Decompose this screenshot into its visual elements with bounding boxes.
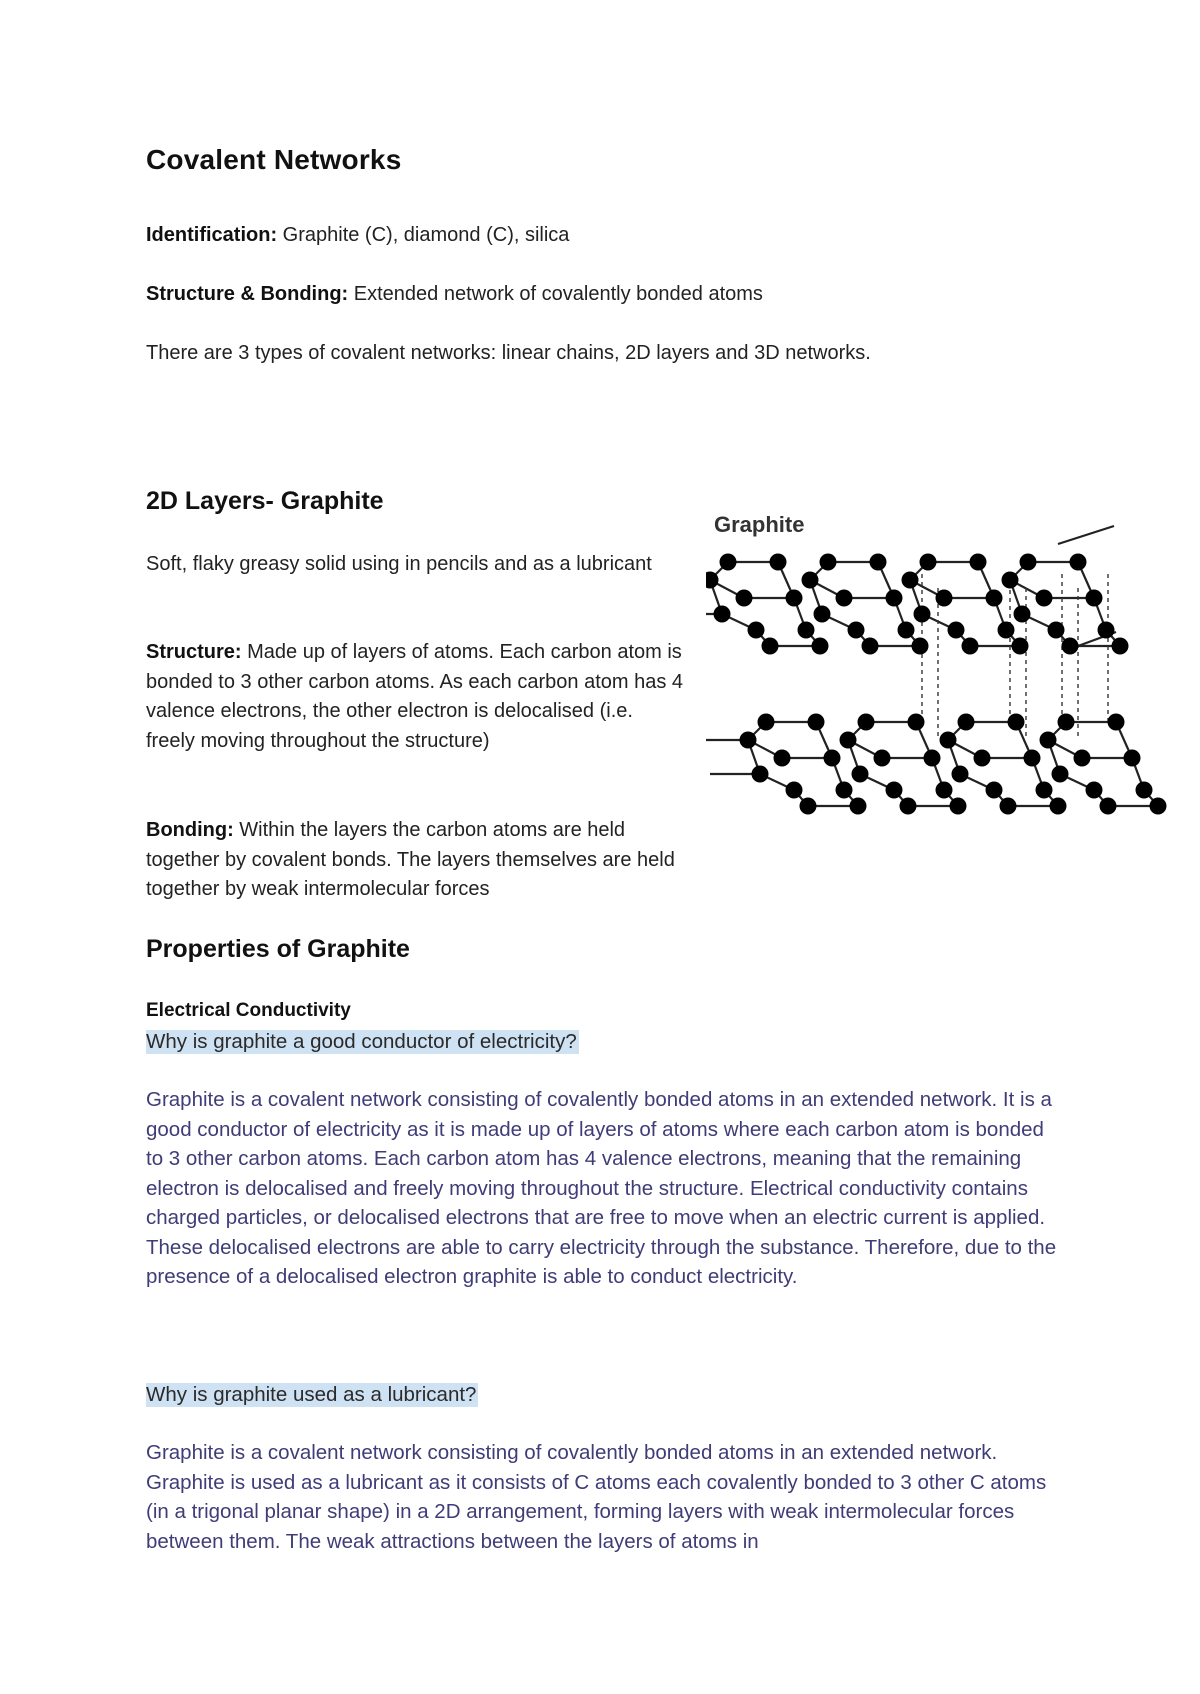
carbon-atom — [920, 554, 937, 571]
carbon-atom — [1000, 798, 1017, 815]
carbon-atom — [962, 638, 979, 655]
bonding-label: Bonding: — [146, 819, 234, 841]
carbon-atom — [874, 750, 891, 767]
carbon-atom — [1036, 590, 1053, 607]
carbon-atom — [1020, 554, 1037, 571]
carbon-atom — [1050, 798, 1067, 815]
carbon-atom — [958, 714, 975, 731]
section-heading-properties: Properties of Graphite — [146, 935, 410, 963]
carbon-atom — [902, 572, 919, 589]
types-sentence: There are 3 types of covalent networks: linear chains, 2D layers and 3D networks. — [146, 342, 871, 364]
answer-lubricant: Graphite is a covalent network consisting of covalently bonded atoms in an extended network. Graphite is used as a lubricant as it consists of C atoms each covalently bonded to 3 other C atoms (in a trigonal planar shape) in a 2D arrangement, forming layers with weak intermolecular forces between them. The weak attractions between the layers of atoms in — [146, 1441, 1047, 1553]
carbon-atom — [808, 714, 825, 731]
carbon-atom — [1086, 590, 1103, 607]
graphite-bonding-paragraph — [146, 816, 691, 905]
carbon-atom — [820, 554, 837, 571]
carbon-atom — [900, 798, 917, 815]
carbon-atom — [1074, 750, 1091, 767]
carbon-atom — [886, 782, 903, 799]
section-heading-2d-layers: 2D Layers- Graphite — [146, 487, 384, 515]
carbon-atom — [1014, 606, 1031, 623]
carbon-atom — [912, 638, 929, 655]
carbon-atom — [852, 766, 869, 783]
carbon-atom — [970, 554, 987, 571]
carbon-atom — [948, 622, 965, 639]
carbon-atom — [1002, 572, 1019, 589]
carbon-atom — [850, 798, 867, 815]
carbon-atom — [800, 798, 817, 815]
carbon-atom — [986, 590, 1003, 607]
carbon-atom — [898, 622, 915, 639]
carbon-atom — [914, 606, 931, 623]
page-title: Covalent Networks — [146, 144, 402, 175]
carbon-atom — [1024, 750, 1041, 767]
carbon-atom — [752, 766, 769, 783]
carbon-atom — [1098, 622, 1115, 639]
carbon-atom — [786, 590, 803, 607]
pointer-line — [1058, 526, 1114, 544]
carbon-atoms — [706, 554, 1167, 815]
carbon-atom — [952, 766, 969, 783]
carbon-atom — [1136, 782, 1153, 799]
carbon-atom — [812, 638, 829, 655]
carbon-atom — [1108, 714, 1125, 731]
graphite-structure-diagram — [706, 500, 1200, 836]
electrical-conductivity-heading: Electrical Conductivity — [146, 1000, 351, 1021]
carbon-atom — [1036, 782, 1053, 799]
carbon-atom — [714, 606, 731, 623]
carbon-atom — [1052, 766, 1069, 783]
carbon-atom — [974, 750, 991, 767]
graphite-structure-paragraph — [146, 638, 686, 756]
graphite-intro: Soft, flaky greasy solid using in pencils and as a lubricant — [146, 553, 652, 575]
carbon-atom — [998, 622, 1015, 639]
structure-bonding-line — [146, 280, 763, 310]
structure-bonding-text: Extended network of covalently bonded atoms — [348, 283, 763, 305]
carbon-atom — [1100, 798, 1117, 815]
carbon-atom — [1070, 554, 1087, 571]
structure-text: Made up of layers of atoms. Each carbon atom is bonded to 3 other carbon atoms. As each carbon atom has 4 valence electrons, the other electron is delocalised (i.e. freely moving throughout the structure) — [146, 641, 684, 752]
carbon-atom — [814, 606, 831, 623]
carbon-atom — [740, 732, 757, 749]
carbon-atom — [840, 732, 857, 749]
carbon-atom — [836, 590, 853, 607]
question-lubricant — [146, 1381, 478, 1408]
carbon-atom — [1058, 714, 1075, 731]
carbon-atom — [836, 782, 853, 799]
carbon-atom — [774, 750, 791, 767]
carbon-atom — [1124, 750, 1141, 767]
carbon-atom — [720, 554, 737, 571]
carbon-atom — [986, 782, 1003, 799]
question-conductor-text: Why is graphite a good conductor of electricity? — [146, 1030, 577, 1053]
carbon-atom — [936, 782, 953, 799]
question-conductor — [146, 1028, 579, 1055]
carbon-atom — [824, 750, 841, 767]
carbon-atom — [862, 638, 879, 655]
carbon-atom — [1112, 638, 1129, 655]
carbon-atom — [950, 798, 967, 815]
bonding-text: Within the layers the carbon atoms are held together by covalent bonds. The layers themselves are held together by weak intermolecular forces — [146, 819, 675, 900]
structure-bonding-label: Structure & Bonding: — [146, 283, 349, 305]
identification-line — [146, 221, 569, 251]
carbon-atom — [848, 622, 865, 639]
carbon-atom — [1150, 798, 1167, 815]
carbon-atom — [858, 714, 875, 731]
carbon-atom — [908, 714, 925, 731]
carbon-atom — [924, 750, 941, 767]
figure-label: Graphite — [714, 512, 805, 537]
carbon-atom — [870, 554, 887, 571]
carbon-atom — [1086, 782, 1103, 799]
identification-text: Graphite (C), diamond (C), silica — [277, 224, 570, 246]
carbon-atom — [736, 590, 753, 607]
carbon-atom — [762, 638, 779, 655]
carbon-atom — [940, 732, 957, 749]
carbon-atom — [936, 590, 953, 607]
carbon-atom — [1012, 638, 1029, 655]
carbon-atom — [886, 590, 903, 607]
carbon-atom — [770, 554, 787, 571]
carbon-atom — [1048, 622, 1065, 639]
carbon-atom — [1062, 638, 1079, 655]
answer-conductor: Graphite is a covalent network consisting of covalently bonded atoms in an extended network. It is a good conductor of electricity as it is made up of layers of atoms where each carbon atom is bonded to 3 other carbon atoms. Each carbon atom has 4 valence electrons, meaning that the remaining electron is delocalised and freely moving throughout the structure. Electrical conductivity contains charged particles, or delocalised electrons that are free to move when an electric current is applied. These delocalised electrons are able to carry electricity through the substance. Therefore, due to the presence of a delocalised electron graphite is able to conduct electricity. — [146, 1088, 1057, 1288]
identification-label: Identification: — [146, 224, 278, 246]
carbon-atom — [786, 782, 803, 799]
carbon-atom — [1040, 732, 1057, 749]
carbon-atom — [802, 572, 819, 589]
question-lubricant-text: Why is graphite used as a lubricant? — [146, 1383, 477, 1406]
carbon-atom — [1008, 714, 1025, 731]
carbon-atom — [758, 714, 775, 731]
carbon-atom — [798, 622, 815, 639]
structure-label: Structure: — [146, 641, 242, 663]
carbon-atom — [748, 622, 765, 639]
